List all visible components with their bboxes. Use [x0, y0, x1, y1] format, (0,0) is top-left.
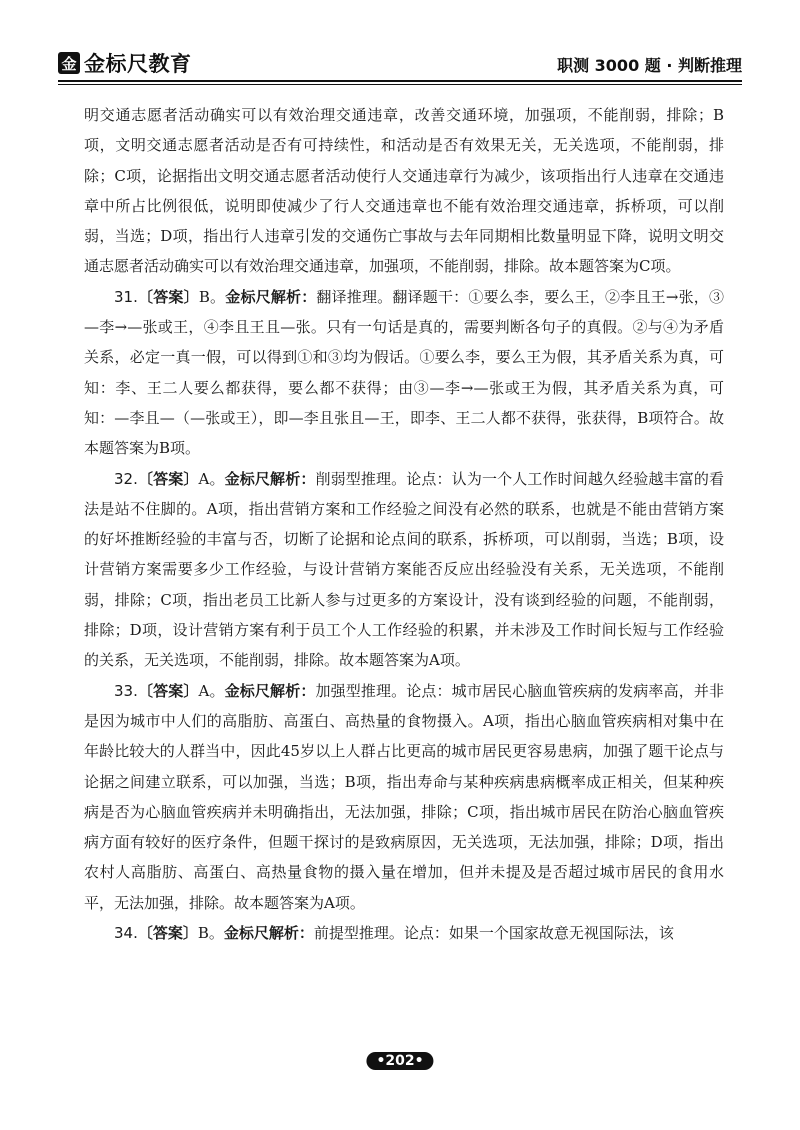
- book-title: 职测 3000 题 · 判断推理: [557, 56, 742, 75]
- answer-label: 〔答案〕: [137, 287, 199, 306]
- page-number: •202•: [366, 1052, 433, 1070]
- answer-label: 〔答案〕: [137, 924, 198, 943]
- analysis-label: 金标尺解析：: [223, 924, 314, 943]
- answer-33: [84, 676, 724, 918]
- question-number: 33.: [114, 681, 138, 700]
- answer-value: A。: [198, 681, 225, 700]
- paragraph-text: 前提型推理。论点：如果一个国家故意无视国际法，该: [313, 924, 674, 943]
- question-number: 32.: [114, 469, 138, 488]
- paragraph-text: 削弱型推理。论点：认为一个人工作时间越久经验越丰富的看法是站不住脚的。A项，指出营销方案和工作经验之间没有必然的联系，也就是不能由营销方案的好坏推断经验的丰富与否，切断了论据和论点间的联系，拆桥项，可以削弱，当选；B项，设计营销方案需要多少工作经验，与设计营销方案能否反应出经验没有关系，无关选项，不能削弱，排除；C项，指出老员工比新人参与过更多的方案设计，没有谈到经验的问题，不能削弱，排除；D项，设计营销方案有利于员工个人工作经验的积累，并未涉及工作时间长短与工作经验的关系，无关选项，不能削弱，排除。故本题答案为A项。: [84, 469, 724, 670]
- answer-value: B。: [197, 924, 224, 943]
- answer-label: 〔答案〕: [137, 469, 199, 488]
- answer-value: A。: [198, 469, 225, 488]
- answer-34: [84, 918, 724, 948]
- paragraph-text: 翻译推理。翻译题干：①要么李，要么王，②李且王→张，③—李→—张或王，④李且王且—张。只有一句话是真的，需要判断各句子的真假。②与④为矛盾关系，必定一真一假，可以得到①和③均为假话。①要么李，要么王为假，其矛盾关系为真，可知：李、王二人要么都获得，要么都不获得；由③—李→—张或王为假，其矛盾关系为真，可知：—李且—（—张或王），即—李且张且—王，即李、王二人都不获得，张获得，B项符合。故本题答案为B项。: [84, 287, 724, 458]
- paragraph-text: 明交通志愿者活动确实可以有效治理交通违章，改善交通环境，加强项，不能削弱，排除；B项，文明交通志愿者活动是否有可持续性，和活动是否有效果无关，无关选项，不能削弱，排除；C项，论据指出文明交通志愿者活动使行人交通违章行为减少，该项指出行人违章在交通违章中所占比例很低，说明即使减少了行人交通违章也不能有效治理交通违章，拆桥项，可以削弱，当选；D项，指出行人违章引发的交通伤亡事故与去年同期相比数量明显下降，说明文明交通志愿者活动确实可以有效治理交通违章，加强项，不能削弱，排除。故本题答案为C项。: [84, 106, 724, 276]
- logo-mark-icon: 金: [58, 52, 80, 74]
- question-number: 31.: [114, 287, 138, 306]
- answer-31: [84, 282, 724, 464]
- analysis-label: 金标尺解析：: [225, 287, 317, 306]
- paragraph-text: 加强型推理。论点：城市居民心脑血管疾病的发病率高，并非是因为城市中人们的高脂肪、高蛋白、高热量的食物摄入。A项，指出心脑血管疾病相对集中在年龄比较大的人群当中，因此45岁以上人群占比更高的城市居民更容易患病，加强了题干论点与论据之间建立联系，可以加强，当选；B项，指出寿命与某种疾病患病概率成正相关，但某种疾病是否为心脑血管疾病并未明确指出，无法加强，排除；C项，指出城市居民在防治心脑血管疾病方面有较好的医疗条件，但题干探讨的是致病原因，无关选项，无法加强，排除；D项，指出农村人高脂肪、高蛋白、高热量食物的摄入量在增加，但并未提及是否超过城市居民的食用水平，无法加强，排除。故本题答案为A项。: [84, 681, 724, 912]
- answer-32: [84, 464, 724, 676]
- brand-logo: [58, 48, 192, 78]
- brand-name: 金标尺教育: [84, 52, 192, 76]
- question-number: 34.: [114, 924, 138, 943]
- page-header: [58, 44, 742, 78]
- analysis-label: 金标尺解析：: [224, 681, 316, 700]
- header-divider-thin: [58, 84, 742, 85]
- paragraph-continued: [84, 100, 724, 282]
- analysis-label: 金标尺解析：: [224, 469, 316, 488]
- answer-value: B。: [198, 287, 226, 306]
- solution-text: [84, 100, 724, 948]
- answer-label: 〔答案〕: [137, 681, 199, 700]
- header-divider: [58, 80, 742, 82]
